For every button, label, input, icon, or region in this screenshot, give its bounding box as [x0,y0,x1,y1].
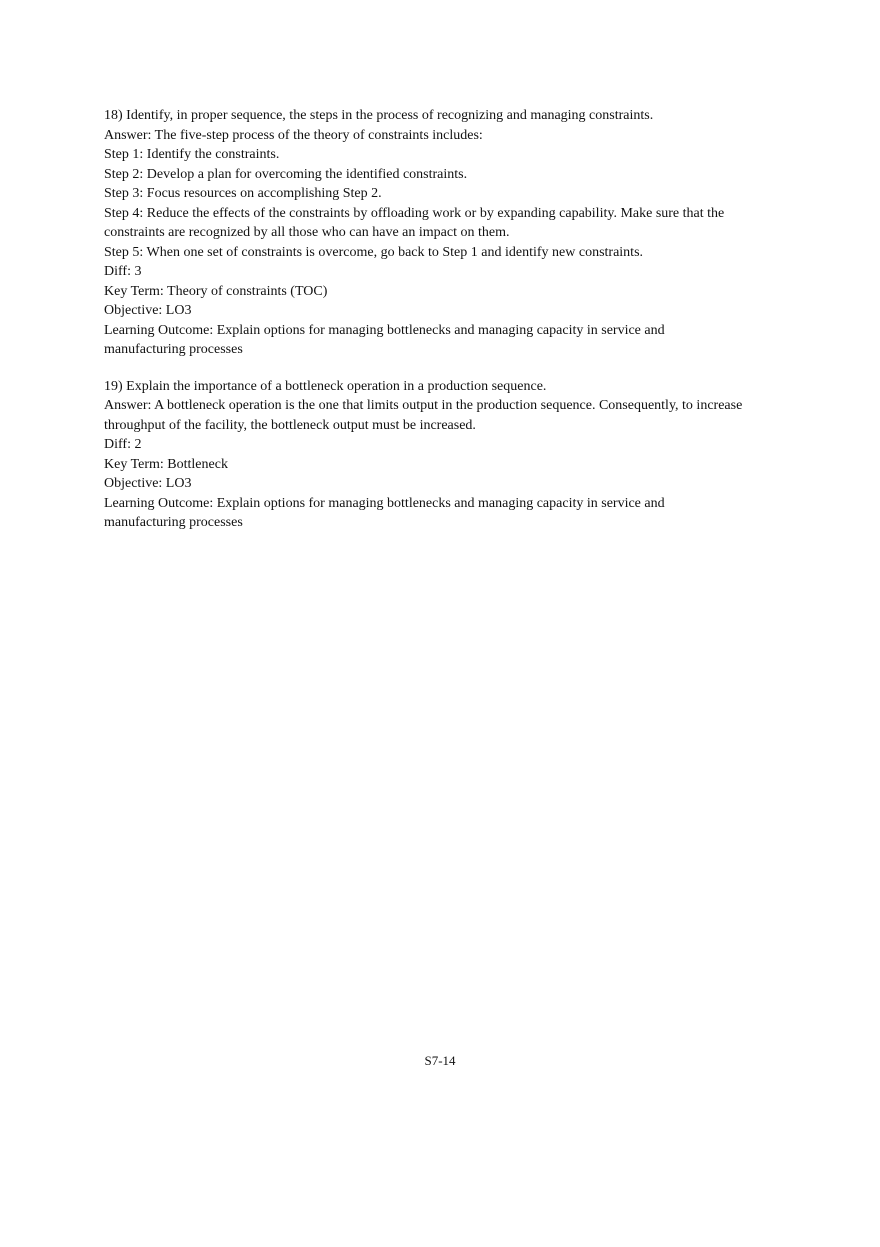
key-term: Key Term: Bottleneck [104,456,228,472]
question-text: 19) Explain the importance of a bottleneck operation in a production sequence. [104,378,547,394]
key-term: Key Term: Theory of constraints (TOC) [104,283,328,299]
difficulty: Diff: 3 [104,264,142,279]
question-text: 18) Identify, in proper sequence, the steps in the process of recognizing and managing constraints. [104,108,654,123]
difficulty: Diff: 2 [104,437,142,452]
question-18 [104,106,744,360]
objective: Objective: LO3 [104,476,192,491]
question-19 [104,377,744,533]
step-3: Step 3: Focus resources on accomplishing Step 2. [104,186,382,201]
step-1: Step 1: Identify the constraints. [104,147,280,162]
answer-text: Answer: A bottleneck operation is the one that limits output in the production sequence. Consequently, to increase throughput of the facility, the bottleneck output must be increased. [104,398,743,433]
objective: Objective: LO3 [104,303,192,318]
step-4: Step 4: Reduce the effects of the constraints by offloading work or by expanding capability. Make sure that the constraints are recognized by all those who can have an impact on them. [104,205,725,240]
learning-outcome: Learning Outcome: Explain options for managing bottlenecks and managing capacity in service and manufacturing processes [104,495,665,530]
answer-intro: Answer: The five-step process of the theory of constraints includes: [104,127,483,143]
step-2: Step 2: Develop a plan for overcoming the identified constraints. [104,166,468,182]
question-content [104,106,744,533]
page-number: S7-14 [424,1053,456,1068]
learning-outcome: Learning Outcome: Explain options for managing bottlenecks and managing capacity in service and manufacturing processes [104,322,665,357]
step-5: Step 5: When one set of constraints is overcome, go back to Step 1 and identify new constraints. [104,244,644,260]
